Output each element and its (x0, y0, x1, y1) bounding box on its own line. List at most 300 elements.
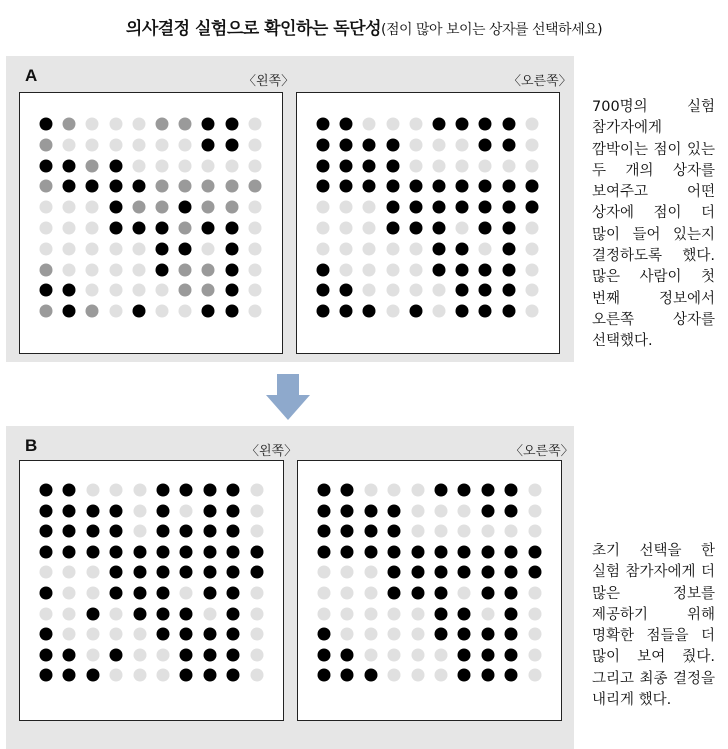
section-a-right-box[interactable] (296, 92, 560, 354)
dot-light (411, 607, 424, 620)
dot-black (179, 201, 192, 214)
dot-black (502, 222, 515, 235)
dot-light (363, 263, 376, 276)
dot-gray (202, 284, 215, 297)
dot-light (411, 484, 424, 497)
dot-black (40, 648, 53, 661)
dot-light (364, 587, 377, 600)
page-title (0, 14, 728, 39)
dot-black (479, 201, 492, 214)
section-a-right-label: 〈오른쪽〉 (508, 74, 572, 89)
dot-black (505, 587, 518, 600)
dot-gray (179, 118, 192, 131)
dot-light (179, 138, 192, 151)
dot-black (505, 545, 518, 558)
dot-black (505, 628, 518, 641)
dot-black (386, 222, 399, 235)
dot-gray (179, 222, 192, 235)
dot-black (502, 263, 515, 276)
dot-black (40, 628, 53, 641)
dot-gray (40, 180, 53, 193)
dot-black (157, 607, 170, 620)
dot-light (317, 201, 330, 214)
dot-black (318, 648, 331, 661)
dot-black (86, 545, 99, 558)
dot-black (180, 669, 193, 682)
dot-black (225, 284, 238, 297)
dot-light (388, 607, 401, 620)
dot-black (63, 525, 76, 538)
dot-light (86, 201, 99, 214)
dot-light (411, 525, 424, 538)
dot-black (180, 525, 193, 538)
dot-black (225, 222, 238, 235)
dot-black (341, 525, 354, 538)
dot-black (180, 484, 193, 497)
dot-black (505, 484, 518, 497)
dot-light (433, 305, 446, 318)
dot-black (180, 607, 193, 620)
dot-black (40, 587, 53, 600)
dot-light (364, 566, 377, 579)
dot-light (456, 222, 469, 235)
dot-black (386, 201, 399, 214)
dot-black (435, 484, 448, 497)
dot-black (481, 566, 494, 579)
dot-black (110, 525, 123, 538)
dot-black (250, 566, 263, 579)
dot-light (63, 628, 76, 641)
dot-light (250, 484, 263, 497)
dot-black (433, 263, 446, 276)
dot-black (40, 159, 53, 172)
dot-black (340, 138, 353, 151)
section-a-label: A (25, 66, 38, 85)
dot-light (458, 525, 471, 538)
dot-light (409, 159, 422, 172)
dot-light (525, 263, 538, 276)
dot-light (156, 284, 169, 297)
dot-light (133, 525, 146, 538)
dot-black (225, 118, 238, 131)
dot-black (180, 545, 193, 558)
dot-black (388, 504, 401, 517)
dot-light (132, 138, 145, 151)
dot-black (502, 305, 515, 318)
dot-light (433, 138, 446, 151)
title-subtitle: (점이 많아 보이는 상자를 선택하세요) (381, 22, 603, 38)
dot-black (502, 242, 515, 255)
dot-black (458, 669, 471, 682)
dot-grid (298, 461, 561, 720)
dot-light (317, 242, 330, 255)
dot-black (409, 222, 422, 235)
dot-black (225, 305, 238, 318)
dot-light (458, 587, 471, 600)
dot-light (528, 587, 541, 600)
dot-light (481, 607, 494, 620)
dot-black (458, 648, 471, 661)
dot-black (179, 242, 192, 255)
dot-black (433, 118, 446, 131)
dot-black (63, 669, 76, 682)
dot-black (479, 118, 492, 131)
dot-black (86, 180, 99, 193)
dot-black (132, 222, 145, 235)
dot-black (340, 180, 353, 193)
dot-light (86, 628, 99, 641)
dot-black (40, 118, 53, 131)
dot-light (409, 118, 422, 131)
dot-black (318, 669, 331, 682)
dot-light (388, 628, 401, 641)
dot-black (110, 504, 123, 517)
dot-black (456, 263, 469, 276)
dot-black (433, 222, 446, 235)
dot-black (409, 180, 422, 193)
dot-light (156, 159, 169, 172)
dot-black (40, 484, 53, 497)
dot-black (409, 305, 422, 318)
dot-light (435, 525, 448, 538)
dot-light (317, 222, 330, 235)
dot-light (109, 305, 122, 318)
dot-light (363, 222, 376, 235)
dot-light (435, 669, 448, 682)
dot-light (248, 305, 261, 318)
dot-light (63, 242, 76, 255)
dot-light (409, 284, 422, 297)
dot-black (227, 628, 240, 641)
dot-black (364, 525, 377, 538)
dot-light (525, 242, 538, 255)
dot-gray (63, 118, 76, 131)
dot-black (528, 566, 541, 579)
dot-black (227, 545, 240, 558)
section-a-left-box[interactable] (19, 92, 283, 354)
dot-light (505, 525, 518, 538)
dot-light (341, 587, 354, 600)
dot-light (363, 118, 376, 131)
dot-black (456, 242, 469, 255)
dot-light (318, 587, 331, 600)
section-a-description: 700명의 실험 참가자에게 깜박이는 점이 있는 두 개의 상자를 보여주고 어떤 상자에 점이 더 많이 들어 있는지 결정하도록 했다. 많은 사람이 첫 번째 정보에서 오른쪽 상자를 선택했다. (592, 99, 715, 350)
dot-light (109, 138, 122, 151)
dot-light (435, 648, 448, 661)
dot-black (63, 648, 76, 661)
dot-light (248, 118, 261, 131)
section-a-left-label: 〈왼쪽〉 (243, 74, 295, 89)
dot-light (133, 669, 146, 682)
dot-black (157, 628, 170, 641)
dot-black (525, 201, 538, 214)
dot-light (502, 159, 515, 172)
dot-black (133, 566, 146, 579)
dot-black (133, 545, 146, 558)
dot-black (341, 484, 354, 497)
dot-black (411, 545, 424, 558)
dot-gray (40, 263, 53, 276)
dot-light (109, 118, 122, 131)
dot-light (63, 263, 76, 276)
dot-black (203, 587, 216, 600)
dot-black (479, 263, 492, 276)
dot-light (479, 159, 492, 172)
dot-light (40, 222, 53, 235)
dot-black (157, 587, 170, 600)
dot-black (317, 138, 330, 151)
dot-black (505, 669, 518, 682)
dot-light (63, 222, 76, 235)
section-b-right-label: 〈오른쪽〉 (510, 444, 574, 459)
dot-black (481, 504, 494, 517)
dot-black (40, 284, 53, 297)
dot-light (180, 587, 193, 600)
dot-light (528, 525, 541, 538)
dot-light (180, 504, 193, 517)
dot-black (481, 628, 494, 641)
dot-light (433, 159, 446, 172)
dot-black (227, 607, 240, 620)
dot-light (364, 607, 377, 620)
dot-black (363, 159, 376, 172)
dot-light (250, 525, 263, 538)
dot-black (505, 607, 518, 620)
dot-light (86, 648, 99, 661)
dot-light (388, 484, 401, 497)
dot-black (458, 628, 471, 641)
dot-black (110, 566, 123, 579)
dot-light (411, 628, 424, 641)
dot-light (133, 504, 146, 517)
dot-black (227, 648, 240, 661)
dot-black (227, 504, 240, 517)
dot-black (386, 138, 399, 151)
dot-black (433, 180, 446, 193)
dot-black (157, 504, 170, 517)
dot-black (528, 545, 541, 558)
dot-black (435, 545, 448, 558)
dot-black (479, 138, 492, 151)
dot-black (318, 525, 331, 538)
dot-black (86, 669, 99, 682)
dot-light (409, 138, 422, 151)
dot-gray (179, 284, 192, 297)
dot-grid (20, 93, 282, 353)
dot-light (250, 587, 263, 600)
dot-black (502, 284, 515, 297)
dot-black (63, 545, 76, 558)
dot-gray (202, 201, 215, 214)
dot-light (110, 484, 123, 497)
dot-black (386, 180, 399, 193)
dot-light (110, 628, 123, 641)
dot-light (225, 159, 238, 172)
dot-gray (156, 118, 169, 131)
dot-light (364, 628, 377, 641)
dot-black (341, 545, 354, 558)
dot-black (157, 545, 170, 558)
dot-gray (248, 180, 261, 193)
dot-light (156, 305, 169, 318)
dot-black (363, 138, 376, 151)
dot-black (341, 669, 354, 682)
dot-light (525, 159, 538, 172)
dot-black (180, 648, 193, 661)
dot-black (479, 305, 492, 318)
dot-black (364, 504, 377, 517)
dot-black (363, 305, 376, 318)
dot-black (435, 566, 448, 579)
dot-black (86, 525, 99, 538)
dot-light (109, 263, 122, 276)
dot-light (525, 138, 538, 151)
dot-light (318, 566, 331, 579)
dot-black (433, 201, 446, 214)
dot-gray (40, 138, 53, 151)
dot-black (481, 545, 494, 558)
dot-black (456, 118, 469, 131)
dot-black (435, 628, 448, 641)
dot-black (363, 180, 376, 193)
dot-black (502, 118, 515, 131)
dot-light (386, 118, 399, 131)
dot-black (180, 566, 193, 579)
dot-black (456, 284, 469, 297)
dot-light (528, 669, 541, 682)
dot-black (250, 545, 263, 558)
section-b-label: B (25, 436, 38, 455)
dot-gray (40, 305, 53, 318)
dot-black (317, 118, 330, 131)
dot-black (203, 628, 216, 641)
dot-gray (156, 180, 169, 193)
dot-black (203, 504, 216, 517)
dot-black (502, 180, 515, 193)
dot-black (203, 525, 216, 538)
dot-black (318, 484, 331, 497)
dot-black (340, 284, 353, 297)
dot-black (317, 180, 330, 193)
dot-light (250, 669, 263, 682)
dot-light (63, 201, 76, 214)
dot-light (528, 628, 541, 641)
dot-gray (156, 201, 169, 214)
dot-black (456, 201, 469, 214)
dot-black (479, 180, 492, 193)
dot-light (248, 201, 261, 214)
dot-black (341, 504, 354, 517)
dot-black (63, 504, 76, 517)
dot-light (250, 607, 263, 620)
dot-grid (297, 93, 559, 353)
dot-gray (132, 201, 145, 214)
dot-light (132, 263, 145, 276)
dot-light (248, 222, 261, 235)
dot-light (157, 648, 170, 661)
dot-light (363, 284, 376, 297)
dot-black (109, 222, 122, 235)
dot-black (86, 504, 99, 517)
dot-light (388, 648, 401, 661)
dot-light (363, 201, 376, 214)
dot-light (528, 607, 541, 620)
section-b-right-box[interactable] (297, 460, 562, 721)
dot-black (203, 484, 216, 497)
dot-black (505, 648, 518, 661)
dot-light (63, 138, 76, 151)
dot-black (156, 242, 169, 255)
dot-black (479, 222, 492, 235)
dot-light (86, 284, 99, 297)
dot-light (340, 222, 353, 235)
dot-black (225, 263, 238, 276)
dot-black (411, 587, 424, 600)
dot-gray (225, 180, 238, 193)
dot-black (225, 242, 238, 255)
dot-light (248, 284, 261, 297)
dot-black (132, 305, 145, 318)
dot-light (363, 242, 376, 255)
dot-black (388, 566, 401, 579)
dot-black (433, 242, 446, 255)
dot-light (86, 484, 99, 497)
dot-black (318, 504, 331, 517)
dot-light (203, 607, 216, 620)
dot-light (133, 484, 146, 497)
dot-light (86, 566, 99, 579)
dot-black (317, 284, 330, 297)
dot-black (505, 566, 518, 579)
dot-black (203, 648, 216, 661)
dot-black (386, 159, 399, 172)
dot-light (132, 118, 145, 131)
dot-black (225, 138, 238, 151)
title-main: 의사결정 실험으로 확인하는 독단성 (125, 19, 381, 39)
dot-black (340, 159, 353, 172)
dot-light (409, 263, 422, 276)
dot-black (40, 504, 53, 517)
dot-light (86, 587, 99, 600)
dot-light (341, 607, 354, 620)
dot-black (388, 587, 401, 600)
dot-black (435, 587, 448, 600)
dot-light (481, 525, 494, 538)
dot-black (340, 305, 353, 318)
dot-light (202, 242, 215, 255)
dot-black (227, 669, 240, 682)
dot-light (63, 587, 76, 600)
dot-black (133, 587, 146, 600)
dot-black (202, 222, 215, 235)
dot-light (179, 159, 192, 172)
dot-gray (202, 263, 215, 276)
section-b-left-box[interactable] (19, 460, 284, 721)
dot-light (132, 242, 145, 255)
dot-light (248, 138, 261, 151)
dot-black (458, 545, 471, 558)
dot-gray (86, 305, 99, 318)
dot-black (157, 566, 170, 579)
dot-light (479, 242, 492, 255)
dot-light (132, 284, 145, 297)
down-arrow-icon (266, 374, 310, 420)
dot-black (409, 201, 422, 214)
dot-light (110, 669, 123, 682)
dot-black (481, 587, 494, 600)
dot-black (317, 159, 330, 172)
section-b-left-label: 〈왼쪽〉 (246, 444, 298, 459)
